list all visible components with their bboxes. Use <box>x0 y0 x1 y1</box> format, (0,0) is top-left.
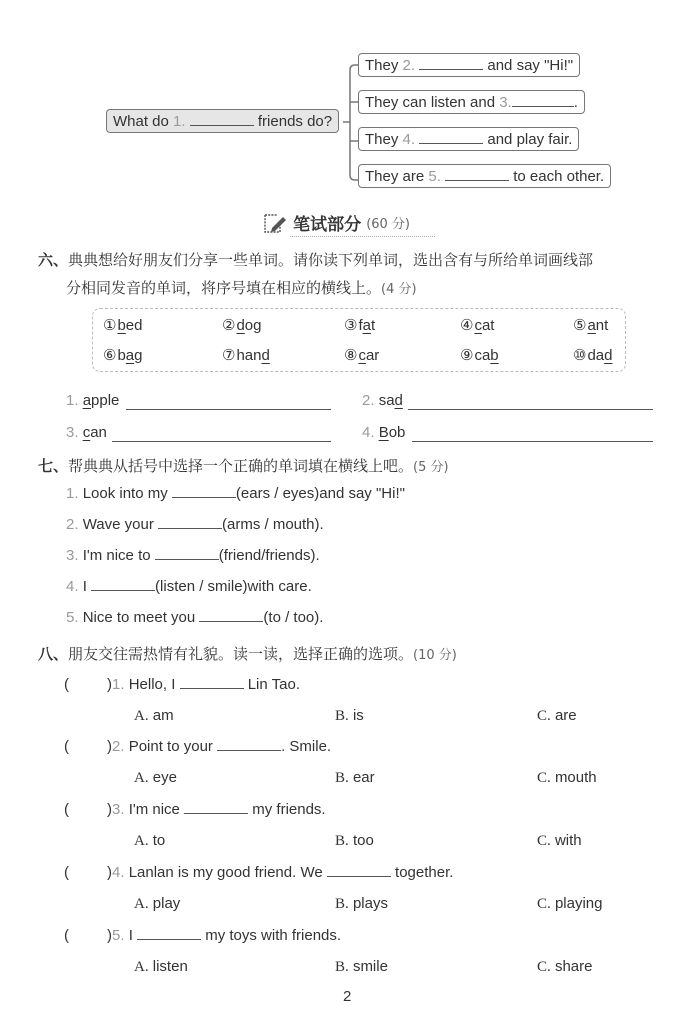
choice-c[interactable] <box>537 958 592 976</box>
instruction-text: 朋友交往需热情有礼貌。读一读，选择正确的选项。 <box>68 645 414 663</box>
answer-paren-close: ) <box>107 676 112 693</box>
branch-text: They can listen and <box>365 94 500 111</box>
section-underline <box>290 236 435 237</box>
sentence-text: (listen / smile)with care. <box>155 578 312 595</box>
answer-blank[interactable] <box>419 131 483 144</box>
choice-b[interactable] <box>335 832 374 850</box>
answer-blank[interactable] <box>419 57 483 70</box>
choice-letter: B. <box>335 770 349 786</box>
choice-letter: C. <box>537 959 551 975</box>
branch-text: and say "Hi!" <box>483 57 574 74</box>
item-number: 2. <box>112 738 125 755</box>
answer-blank[interactable] <box>199 609 263 622</box>
word-part: nt <box>595 317 609 334</box>
answer-blank[interactable] <box>512 94 574 107</box>
word-part: ca <box>474 347 491 364</box>
choice-text: listen <box>152 958 188 975</box>
choice-c[interactable] <box>537 895 602 913</box>
q7-item <box>66 516 324 533</box>
sentence-text: . Smile. <box>281 738 332 755</box>
item-number: 1. <box>66 392 79 409</box>
root-text: friends do? <box>253 113 333 130</box>
branch-text: to each other. <box>509 168 605 185</box>
instruction-text: 典典想给好朋友们分享一些单词。请你读下列单词，选出含有与所给单词画线部 <box>68 251 594 269</box>
word-part: f <box>358 317 363 334</box>
q7-item <box>66 547 320 564</box>
sentence-text: Lin Tao. <box>243 676 300 693</box>
q8-instruction <box>38 643 457 664</box>
underlined-letters: B <box>378 424 389 441</box>
item-number: 2. <box>362 392 375 409</box>
sentence-text: I'm nice <box>128 801 185 818</box>
choice-letter: C. <box>537 833 551 849</box>
mind-map-branch <box>358 127 579 151</box>
underlined-letters: c <box>82 424 91 441</box>
choice-text: play <box>152 895 181 912</box>
choice-text: too <box>352 832 374 849</box>
answer-blank[interactable] <box>155 547 219 560</box>
answer-paren-open[interactable]: ( <box>64 801 69 818</box>
q7-item <box>66 609 323 626</box>
sentence-text: I <box>82 578 92 595</box>
word-part: ed <box>125 317 143 334</box>
q8-item <box>64 927 341 944</box>
question-points: (10 分) <box>413 648 457 663</box>
choice-text: are <box>554 707 577 724</box>
q6-instruction-line2 <box>66 277 417 298</box>
answer-blank[interactable] <box>158 516 222 529</box>
underlined-letters: d <box>394 392 403 409</box>
option-number: ⑤ <box>573 316 587 334</box>
option-number: ⑨ <box>460 346 474 364</box>
page-number: 2 <box>343 988 352 1005</box>
underlined-letters: a <box>82 392 92 409</box>
item-number: 5. <box>112 927 125 944</box>
word-option <box>573 346 612 364</box>
word-option <box>103 346 142 364</box>
choice-letter: C. <box>537 770 551 786</box>
sentence-text: Point to your <box>128 738 218 755</box>
root-text: What do <box>113 113 174 130</box>
q6-instruction-line1 <box>38 249 593 270</box>
item-number: 3. <box>66 424 79 441</box>
choice-text: playing <box>554 895 603 912</box>
branch-text: . <box>573 94 578 111</box>
sentence-text: Look into my <box>82 485 172 502</box>
item-number: 4. <box>112 864 125 881</box>
choice-c[interactable] <box>537 707 577 725</box>
choice-a[interactable] <box>134 769 177 787</box>
choice-b[interactable] <box>335 769 375 787</box>
question-points: (5 分) <box>413 460 449 475</box>
choice-a[interactable] <box>134 958 188 976</box>
underlined-letters: d <box>236 317 245 334</box>
word-part: an <box>90 424 107 441</box>
answer-paren-open[interactable]: ( <box>64 927 69 944</box>
word-option <box>460 346 499 364</box>
choice-letter: A. <box>134 896 149 912</box>
sentence-text: Hello, I <box>128 676 180 693</box>
answer-blank[interactable] <box>217 738 281 751</box>
choice-text: to <box>152 832 166 849</box>
option-number: ⑩ <box>573 346 587 364</box>
word-part: t <box>370 317 376 334</box>
q8-item <box>64 801 326 818</box>
word-option <box>344 346 379 364</box>
word-part: og <box>244 317 262 334</box>
word-part: ob <box>388 424 406 441</box>
item-number: 1. <box>112 676 125 693</box>
item-number: 1. <box>66 485 79 502</box>
answer-paren-open[interactable]: ( <box>64 738 69 755</box>
option-number: ④ <box>460 316 474 334</box>
instruction-text: 帮典典从括号中选择一个正确的单词填在横线上吧。 <box>68 457 414 475</box>
choice-text: with <box>554 832 582 849</box>
choice-letter: A. <box>134 708 149 724</box>
word-option <box>222 346 270 364</box>
word-option <box>222 316 261 334</box>
item-number: 3. <box>66 547 79 564</box>
word-option <box>460 316 494 334</box>
word-part: han <box>236 347 262 364</box>
word-part: pple <box>91 392 120 409</box>
option-number: ⑦ <box>222 346 236 364</box>
choice-c[interactable] <box>537 769 597 787</box>
underlined-letters: d <box>261 347 270 364</box>
answer-paren-close: ) <box>107 801 112 818</box>
choice-b[interactable] <box>335 707 364 725</box>
choice-letter: B. <box>335 959 349 975</box>
q7-item <box>66 578 312 595</box>
choice-text: smile <box>352 958 388 975</box>
sentence-text: (arms / mouth). <box>222 516 324 533</box>
choice-letter: A. <box>134 833 149 849</box>
underlined-letters: c <box>474 317 482 334</box>
choice-text: ear <box>352 769 375 786</box>
choice-letter: A. <box>134 770 149 786</box>
sentence-text: my friends. <box>248 801 326 818</box>
q8-item <box>64 864 453 881</box>
q6-item <box>66 392 119 409</box>
blank-number: 5. <box>428 168 441 185</box>
choice-letter: B. <box>335 833 349 849</box>
choice-text: eye <box>152 769 177 786</box>
mind-map-branch <box>358 90 585 114</box>
mind-map-branch <box>358 164 611 188</box>
item-number: 3. <box>112 801 125 818</box>
answer-blank[interactable] <box>445 168 509 181</box>
q6-item <box>362 392 403 409</box>
q6-item <box>362 424 405 441</box>
underlined-letters: c <box>358 347 366 364</box>
choice-text: is <box>352 707 364 724</box>
q8-item <box>64 676 300 693</box>
answer-blank[interactable] <box>184 801 248 814</box>
answer-blank[interactable] <box>190 113 254 126</box>
underlined-letters: a <box>587 317 596 334</box>
sentence-text: (to / too). <box>263 609 324 626</box>
item-number: 4. <box>362 424 375 441</box>
question-label: 八、 <box>38 645 69 663</box>
q7-instruction <box>38 455 449 476</box>
choice-text: plays <box>352 895 388 912</box>
word-part: b <box>117 347 126 364</box>
answer-blank[interactable] <box>180 676 244 689</box>
answer-blank[interactable] <box>327 864 391 877</box>
q7-item <box>66 485 405 502</box>
choice-letter: C. <box>537 896 551 912</box>
choice-b[interactable] <box>335 895 388 913</box>
question-label: 七、 <box>38 457 69 475</box>
option-number: ① <box>103 316 117 334</box>
section-title: 笔试部分 <box>293 215 362 235</box>
choice-text: share <box>554 958 593 975</box>
word-part: sa <box>378 392 395 409</box>
option-number: ② <box>222 316 236 334</box>
branch-text: They <box>365 57 403 74</box>
branch-text: They <box>365 131 403 148</box>
answer-blank[interactable] <box>172 485 236 498</box>
instruction-text: 分相同发音的单词，将序号填在相应的横线上。 <box>66 279 382 297</box>
sentence-text: I'm nice to <box>82 547 155 564</box>
blank-number: 1. <box>173 113 186 130</box>
underlined-letters: a <box>362 317 371 334</box>
answer-paren-close: ) <box>107 738 112 755</box>
item-number: 2. <box>66 516 79 533</box>
choice-letter: A. <box>134 959 149 975</box>
answer-paren-open[interactable]: ( <box>64 864 69 881</box>
sentence-text: Lanlan is my good friend. We <box>128 864 327 881</box>
choice-b[interactable] <box>335 958 388 976</box>
underlined-letters: b <box>490 347 499 364</box>
word-part: at <box>481 317 495 334</box>
underlined-letters: d <box>604 347 613 364</box>
branch-text: and play fair. <box>483 131 573 148</box>
answer-paren-close: ) <box>107 864 112 881</box>
branch-text: They are <box>365 168 429 185</box>
question-points: (4 分) <box>381 282 417 297</box>
sentence-text: Nice to meet you <box>82 609 200 626</box>
underlined-letters: b <box>117 317 126 334</box>
pencil-note-icon <box>262 211 288 235</box>
choice-a[interactable] <box>134 707 174 725</box>
answer-line[interactable] <box>126 409 331 410</box>
answer-line[interactable] <box>412 441 653 442</box>
choice-letter: C. <box>537 708 551 724</box>
blank-number: 4. <box>402 131 416 148</box>
q8-item <box>64 738 331 755</box>
sentence-text: together. <box>390 864 454 881</box>
word-option <box>573 316 608 334</box>
word-part: g <box>134 347 143 364</box>
choice-letter: B. <box>335 708 349 724</box>
item-number: 4. <box>66 578 79 595</box>
mind-map-branch <box>358 53 580 77</box>
q6-item <box>66 424 107 441</box>
option-number: ⑥ <box>103 346 117 364</box>
item-number: 5. <box>66 609 79 626</box>
word-option <box>344 316 375 334</box>
word-part: da <box>587 347 605 364</box>
choice-text: am <box>152 707 174 724</box>
sentence-text: (ears / eyes)and say "Hi!" <box>235 485 405 502</box>
blank-number: 2. <box>402 57 416 74</box>
blank-number: 3. <box>499 94 512 111</box>
word-option <box>103 316 142 334</box>
underlined-letters: a <box>125 347 135 364</box>
option-number: ③ <box>344 316 358 334</box>
choice-a[interactable] <box>134 895 180 913</box>
mind-map-root <box>106 109 339 133</box>
section-header <box>262 210 410 238</box>
section-points: (60 分) <box>366 217 411 232</box>
sentence-text: my toys with friends. <box>201 927 342 944</box>
choice-c[interactable] <box>537 832 582 850</box>
choice-letter: B. <box>335 896 349 912</box>
word-part: ar <box>365 347 380 364</box>
answer-line[interactable] <box>408 409 653 410</box>
choice-a[interactable] <box>134 832 165 850</box>
answer-paren-open[interactable]: ( <box>64 676 69 693</box>
sentence-text: (friend/friends). <box>218 547 320 564</box>
answer-paren-close: ) <box>107 927 112 944</box>
answer-blank[interactable] <box>91 578 155 591</box>
answer-line[interactable] <box>112 441 331 442</box>
choice-text: mouth <box>554 769 597 786</box>
question-label: 六、 <box>38 251 69 269</box>
answer-blank[interactable] <box>137 927 201 940</box>
option-number: ⑧ <box>344 346 358 364</box>
sentence-text: Wave your <box>82 516 158 533</box>
sentence-text: I <box>128 927 138 944</box>
